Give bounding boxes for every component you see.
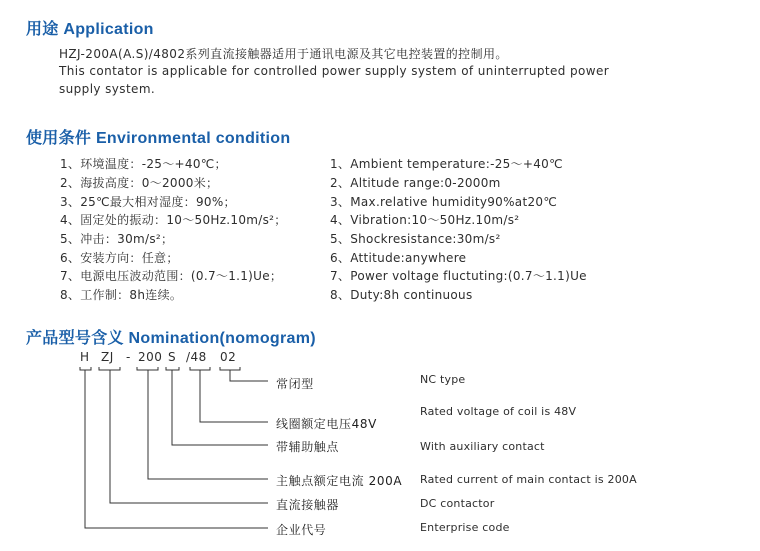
code-part-48: /48 — [186, 350, 207, 364]
label-en-dc-contactor: DC contactor — [420, 497, 495, 510]
bracket-48 — [190, 367, 210, 370]
label-cn-aux-contact: 带辅助触点 — [276, 440, 340, 454]
application-line-en-2: supply system. — [59, 82, 156, 96]
environment-en-item: 1、Ambient temperature:-25～+40℃ — [330, 157, 563, 171]
environment-cn-item: 7、电源电压波动范围：(0.7～1.1)Ue； — [60, 269, 283, 283]
nomination-heading: 产品型号含义 Nomination(nomogram) — [26, 330, 316, 347]
application-line-cn: HZJ-200A(A.S)/4802系列直流接触器适用于通讯电源及其它电控装置的控制用。 — [59, 47, 508, 61]
bracket-h — [80, 367, 91, 370]
label-en-coil-voltage: Rated voltage of coil is 48V — [420, 405, 577, 418]
environment-en-item: 8、Duty:8h continuous — [330, 288, 473, 302]
label-en-enterprise-code: Enterprise code — [420, 521, 510, 534]
leader-48 — [200, 370, 268, 422]
label-en-main-current: Rated current of main contact is 200A — [420, 473, 637, 486]
environment-cn-item: 2、海拔高度：0～2000米； — [60, 176, 219, 190]
environment-cn-item: 5、冲击：30m/s²； — [60, 232, 174, 246]
code-part-dash: - — [126, 350, 131, 364]
label-cn-dc-contactor: 直流接触器 — [276, 498, 340, 512]
bracket-02 — [220, 367, 240, 370]
code-part-h: H — [80, 350, 90, 364]
environment-en-item: 4、Vibration:10～50Hz.10m/s² — [330, 213, 520, 227]
environment-cn-item: 8、工作制：8h连续。 — [60, 288, 183, 302]
environment-cn-item: 1、环境温度：-25～+40℃； — [60, 157, 227, 171]
application-heading: 用途 Application — [26, 21, 154, 38]
environment-cn-item: 6、安装方向：任意； — [60, 251, 179, 265]
environment-en-item: 6、Attitude:anywhere — [330, 251, 467, 265]
label-en-nc-type: NC type — [420, 373, 466, 386]
leader-h — [85, 370, 268, 528]
bracket-zj — [99, 367, 120, 370]
leader-200 — [148, 370, 268, 479]
label-en-aux-contact: With auxiliary contact — [420, 440, 545, 453]
environment-en-item: 3、Max.relative humidity90%at20℃ — [330, 195, 558, 209]
bracket-200 — [137, 367, 158, 370]
code-part-200: 200 — [138, 350, 163, 364]
label-cn-enterprise-code: 企业代号 — [276, 523, 327, 537]
code-part-zj: ZJ — [101, 350, 114, 364]
application-line-en-1: This contator is applicable for controlled power supply system of uninterrupted power — [59, 64, 610, 78]
environment-en-item: 7、Power voltage fluctuting:(0.7～1.1)Ue — [330, 269, 587, 283]
environment-en-item: 2、Altitude range:0-2000m — [330, 176, 501, 190]
code-part-s: S — [168, 350, 177, 364]
leader-02 — [230, 370, 268, 381]
label-cn-coil-voltage: 线圈额定电压48V — [276, 417, 377, 431]
label-cn-nc-type: 常闭型 — [276, 377, 314, 391]
environment-en-item: 5、Shockresistance:30m/s² — [330, 232, 501, 246]
leader-zj — [110, 370, 268, 503]
label-cn-main-current: 主触点额定电流 200A — [276, 474, 403, 488]
code-part-02: 02 — [220, 350, 237, 364]
environment-heading: 使用条件 Environmental condition — [26, 130, 291, 147]
environment-cn-item: 3、25℃最大相对湿度：90%； — [60, 195, 236, 209]
environment-cn-item: 4、固定处的振动：10～50Hz.10m/s²； — [60, 213, 287, 227]
bracket-s — [166, 367, 179, 370]
